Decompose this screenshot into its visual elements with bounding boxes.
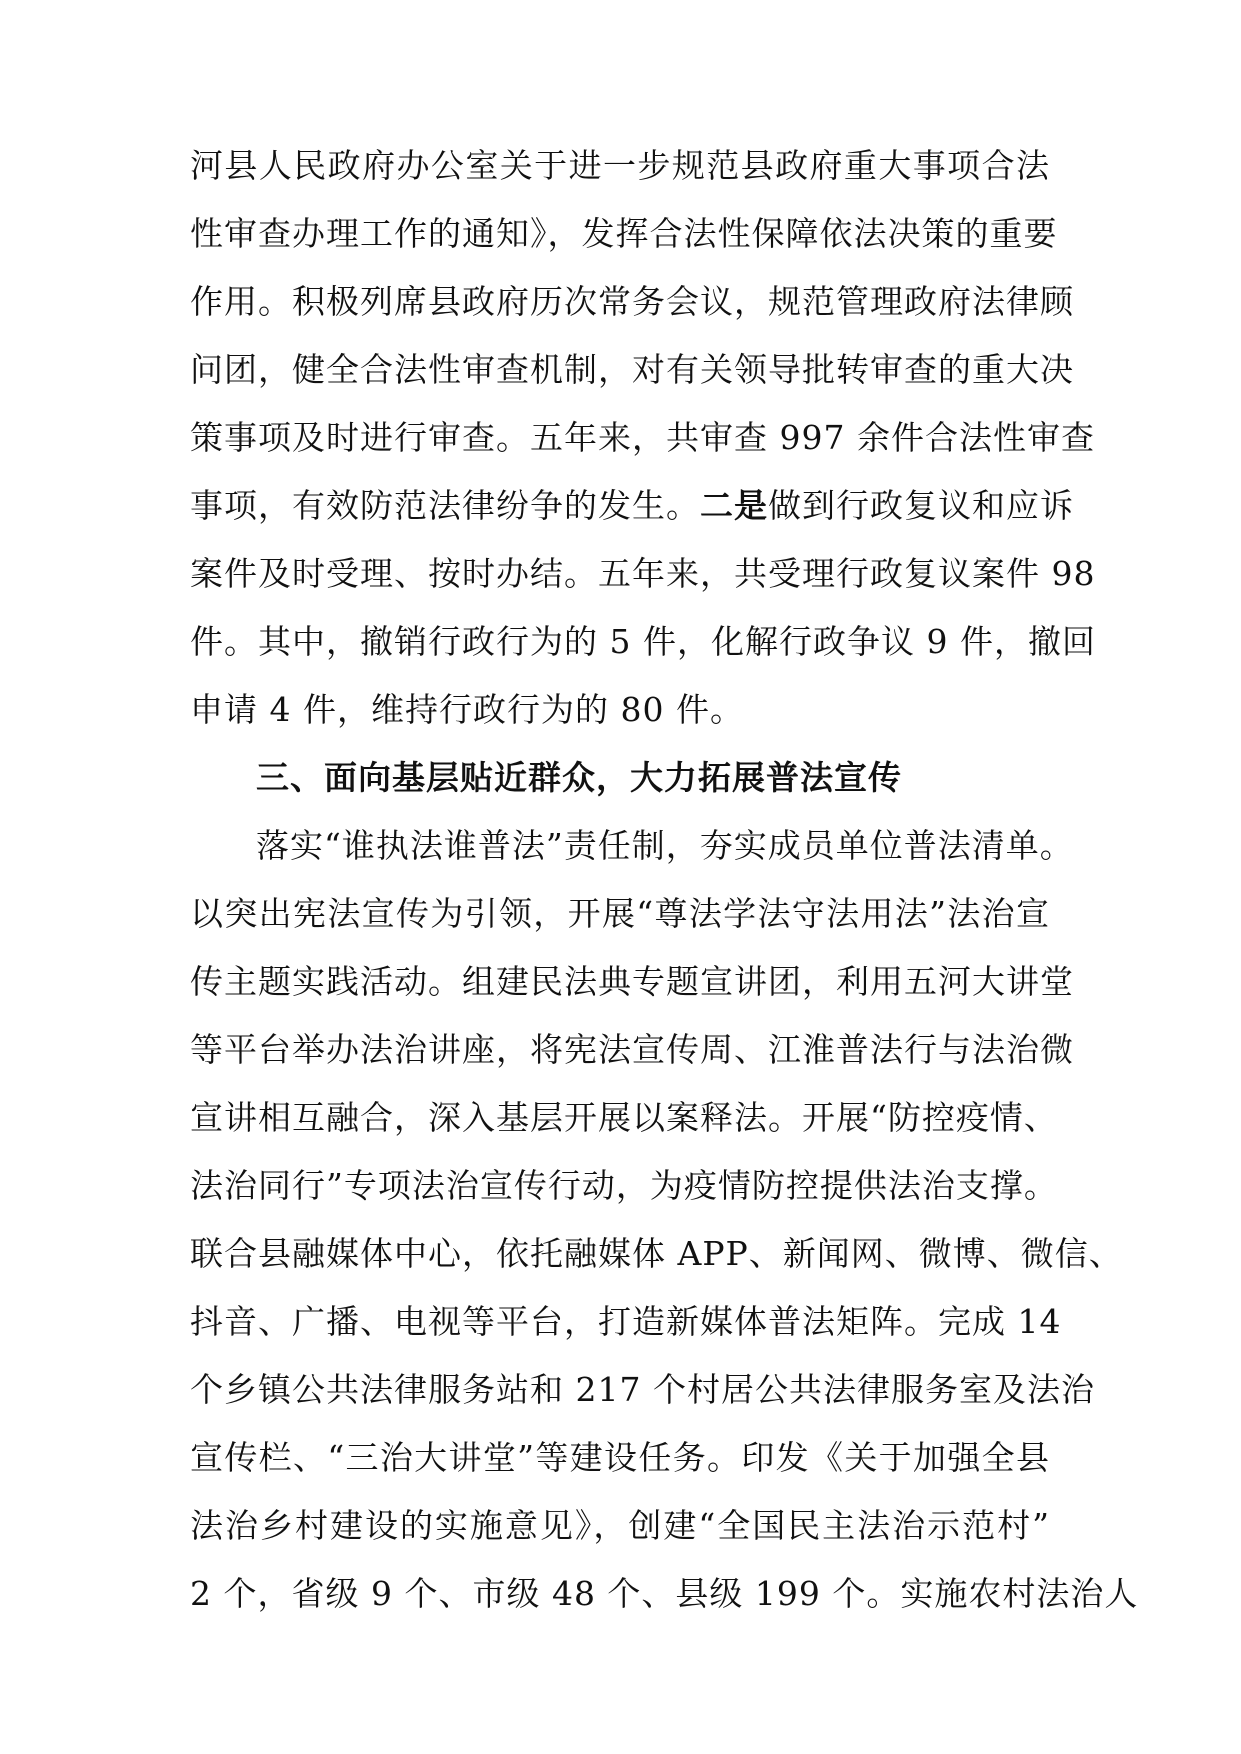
text-line: 等平台举办法治讲座，将宪法宣传周、江淮普法行与法治微 [190, 1030, 1074, 1069]
section-heading: 三、面向基层贴近群众，大力拓展普法宣传 [256, 758, 902, 797]
text-run: 事项，有效防范法律纷争的发生。 [190, 486, 700, 525]
text-line: 宣传栏、“三治大讲堂”等建设任务。印发《关于加强全县 [190, 1438, 1050, 1477]
text-line: 河县人民政府办公室关于进一步规范县政府重大事项合法 [190, 146, 1050, 185]
text-line: 法治乡村建设的实施意见》，创建“全国民主法治示范村” [190, 1506, 1050, 1545]
text-line-with-bold [190, 474, 1074, 538]
text-line: 传主题实践活动。组建民法典专题宣讲团，利用五河大讲堂 [190, 962, 1074, 1001]
text-line-last: 申请 4 件，维持行政行为的 80 件。 [190, 690, 744, 729]
text-line: 联合县融媒体中心，依托融媒体 APP、新闻网、微博、微信、 [190, 1234, 1123, 1273]
text-line: 抖音、广播、电视等平台，打造新媒体普法矩阵。完成 14 [190, 1302, 1062, 1341]
text-line-first-indent: 落实“谁执法谁普法”责任制，夯实成员单位普法清单。 [256, 826, 1074, 865]
bold-keyword: 二是 [700, 486, 768, 525]
text-line: 问团，健全合法性审查机制，对有关领导批转审查的重大决 [190, 350, 1074, 389]
text-line: 宣讲相互融合，深入基层开展以案释法。开展“防控疫情、 [190, 1098, 1058, 1137]
text-run: 做到行政复议和应诉 [768, 486, 1074, 525]
text-line: 性审查办理工作的通知》，发挥合法性保障依法决策的重要 [190, 214, 1058, 253]
text-line: 法治同行”专项法治宣传行动，为疫情防控提供法治支撑。 [190, 1166, 1058, 1205]
text-line: 以突出宪法宣传为引领，开展“尊法学法守法用法”法治宣 [190, 894, 1050, 933]
text-line: 个乡镇公共法律服务站和 217 个村居公共法律服务室及法治 [190, 1370, 1095, 1409]
text-line: 策事项及时进行审查。五年来，共审查 997 余件合法性审查 [190, 418, 1095, 457]
text-line: 2 个，省级 9 个、市级 48 个、县级 199 个。实施农村法治人 [190, 1574, 1139, 1613]
text-line: 作用。积极列席县政府历次常务会议，规范管理政府法律顾 [190, 282, 1074, 321]
text-line: 件。其中，撤销行政行为的 5 件，化解行政争议 9 件，撤回 [190, 622, 1096, 661]
text-line: 案件及时受理、按时办结。五年来，共受理行政复议案件 98 [190, 554, 1096, 593]
